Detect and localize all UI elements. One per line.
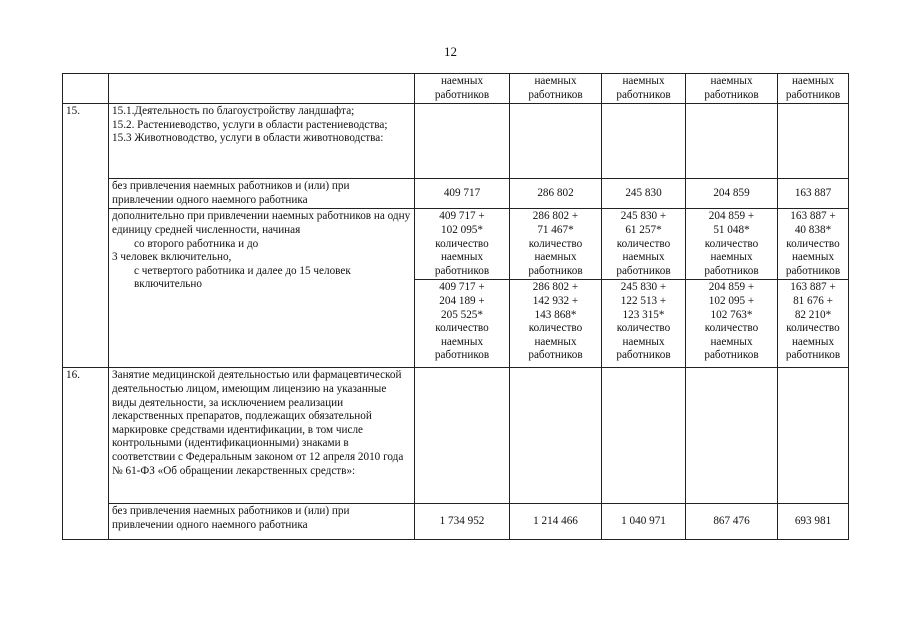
header-cell: наемных работников xyxy=(686,74,778,104)
value-cell: 1 214 466 xyxy=(510,504,602,540)
header-cell: наемных работников xyxy=(602,74,686,104)
table-row xyxy=(63,104,849,179)
value-cell: 409 717 xyxy=(415,179,510,209)
title-line: 15.3 Животноводство, услуги в области животноводства: xyxy=(112,132,384,145)
empty-cell xyxy=(602,368,686,504)
value-cell: 1 734 952 xyxy=(415,504,510,540)
empty-cell xyxy=(686,368,778,504)
header-cell: наемных работников xyxy=(510,74,602,104)
tax-table xyxy=(62,73,849,540)
value-cell: 245 830 + 61 257* количество наемных работников xyxy=(602,209,686,280)
empty-cell xyxy=(778,368,849,504)
empty-cell xyxy=(415,104,510,179)
empty-cell xyxy=(778,104,849,179)
empty-cell xyxy=(602,104,686,179)
table-row xyxy=(63,504,849,540)
label-line: с четвертого работника и далее до 15 человек включительно xyxy=(134,264,351,291)
table-row xyxy=(63,209,849,280)
value-cell: 163 887 xyxy=(778,179,849,209)
value-cell: 204 859 + 102 095 + 102 763* количество наемных работников xyxy=(686,280,778,368)
label-line: 3 человек включительно, xyxy=(112,251,232,264)
header-num-cell xyxy=(63,74,109,104)
row-label xyxy=(109,209,415,368)
value-cell: 867 476 xyxy=(686,504,778,540)
label-line: со второго работника и до xyxy=(134,237,259,250)
value-cell: 286 802 + 142 932 + 143 868* количество наемных работников xyxy=(510,280,602,368)
row-label: без привлечения наемных работников и (или) при привлечении одного наемного работника xyxy=(109,179,415,209)
value-cell: 409 717 + 102 095* количество наемных работников xyxy=(415,209,510,280)
value-cell: 409 717 + 204 189 + 205 525* количество наемных работников xyxy=(415,280,510,368)
row-number: 15. xyxy=(63,104,109,368)
value-cell: 245 830 xyxy=(602,179,686,209)
empty-cell xyxy=(510,104,602,179)
title-line: 15.2. Растениеводство, услуги в области растениеводства; xyxy=(112,118,388,131)
table-row xyxy=(63,368,849,504)
value-cell: 163 887 + 81 676 + 82 210* количество наемных работников xyxy=(778,280,849,368)
header-desc-cell xyxy=(109,74,415,104)
page-number: 12 xyxy=(444,44,457,59)
row-title xyxy=(109,104,415,179)
row-label: без привлечения наемных работников и (или) при привлечении одного наемного работника xyxy=(109,504,415,540)
value-cell: 693 981 xyxy=(778,504,849,540)
row-title: Занятие медицинской деятельностью или фармацевтической деятельностью лицом, имеющим лицензию на указанные виды деятельности, за исключением реализации лекарственных препаратов, подлежащих обязательной маркировке средствами идентификации, в том числе контрольными (идентификационными) знаками в соответствии с Федеральным законом от 12 апреля 2010 года № 61-ФЗ «Об обращении лекарственных средств»: xyxy=(109,368,415,504)
empty-cell xyxy=(510,368,602,504)
value-cell: 1 040 971 xyxy=(602,504,686,540)
value-cell: 204 859 + 51 048* количество наемных работников xyxy=(686,209,778,280)
header-cell: наемных работников xyxy=(415,74,510,104)
label-line: дополнительно при привлечении наемных работников на одну единицу средней численности, начиная xyxy=(112,210,411,236)
empty-cell xyxy=(415,368,510,504)
value-cell: 286 802 xyxy=(510,179,602,209)
header-cell: наемных работников xyxy=(778,74,849,104)
table-row xyxy=(63,179,849,209)
value-cell: 204 859 xyxy=(686,179,778,209)
value-cell: 286 802 + 71 467* количество наемных работников xyxy=(510,209,602,280)
title-line: 15.1.Деятельность по благоустройству ландшафта; xyxy=(112,105,355,118)
value-cell: 163 887 + 40 838* количество наемных работников xyxy=(778,209,849,280)
table-header-row xyxy=(63,74,849,104)
value-cell: 245 830 + 122 513 + 123 315* количество наемных работников xyxy=(602,280,686,368)
empty-cell xyxy=(686,104,778,179)
row-number: 16. xyxy=(63,368,109,540)
